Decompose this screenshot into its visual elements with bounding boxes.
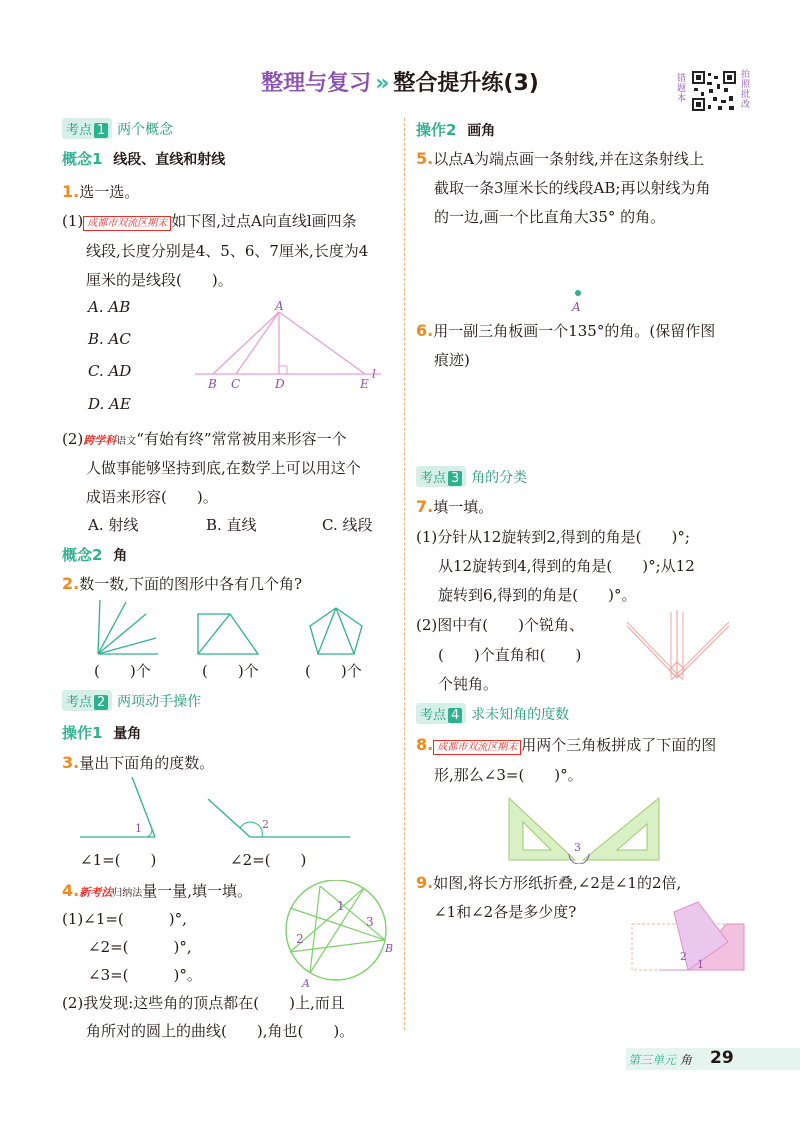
q4-angle2-blank[interactable]: ∠2=( )°, — [88, 938, 192, 956]
q5-line1: 5.以点A为端点画一条射线,并在这条射线上 — [416, 149, 704, 168]
option-b[interactable]: B. AC — [88, 330, 131, 348]
op1-header: 操作1 量角 — [62, 724, 142, 742]
kp4-header: 考点 4 求未知角的度数 — [416, 703, 569, 724]
q1-part2-line2: 人做事能够坚持到底,在数学上可以用这个 — [86, 459, 361, 477]
q2-stem: 2.数一数,下面的图形中各有几个角? — [62, 574, 303, 593]
concept2-header: 概念2 角 — [62, 546, 128, 564]
q5-line2: 截取一条3厘米长的线段AB;再以射线为角 — [434, 179, 711, 197]
kp3-header: 考点 3 角的分类 — [416, 466, 527, 487]
q7-part2-line2: ( )个直角和( ) — [438, 646, 582, 664]
q7-stem: 7.填一填。 — [416, 497, 494, 516]
angle1-answer[interactable]: ∠1=( ) — [80, 851, 157, 869]
point-a-dot[interactable] — [575, 290, 581, 296]
svg-text:1: 1 — [135, 822, 142, 835]
svg-text:1: 1 — [337, 899, 345, 913]
option-a[interactable]: A. 射线 — [88, 516, 139, 534]
answer-blank[interactable]: ( )个 — [94, 662, 151, 680]
count-angles-figures — [90, 600, 380, 660]
svg-text:3: 3 — [574, 841, 581, 854]
q4-part2-line2: 角所对的圆上的曲线( ),角也( )。 — [86, 1022, 355, 1040]
svg-text:2: 2 — [680, 950, 687, 963]
column-divider — [404, 118, 405, 1030]
page-number: 29 — [710, 1048, 734, 1068]
svg-text:C: C — [231, 377, 241, 391]
q1-part2-line1: (2)跨学科语文“有始有终”常常被用来形容一个 — [62, 430, 347, 448]
q7-part1-line3: 旋转到6,得到的角是( )°。 — [438, 586, 637, 604]
q3-stem: 3.量出下面角的度数。 — [62, 753, 215, 772]
q6-line2: 痕迹) — [434, 351, 470, 369]
svg-text:2: 2 — [262, 818, 269, 831]
q4-angle3-blank[interactable]: ∠3=( )°。 — [88, 966, 202, 984]
q4-part2-line1: (2)我发现:这些角的顶点都在( )上,而且 — [62, 994, 345, 1012]
triangle-rulers-figure — [505, 796, 665, 864]
source-tag: 成都市双流区期末 — [433, 740, 521, 755]
q8-line1: 8. 成都市双流区期末 用两个三角板拼成了下面的图 — [416, 735, 717, 754]
svg-text:3: 3 — [366, 915, 374, 929]
line-segments-figure — [195, 298, 395, 393]
option-d[interactable]: D. AE — [88, 395, 131, 413]
concept1-header: 概念1 线段、直线和射线 — [62, 150, 226, 168]
right-angle-figure — [625, 608, 730, 684]
kp1-header: 考点 1 两个概念 — [62, 118, 173, 139]
folded-paper-figure — [630, 898, 748, 974]
q6-line1: 6.用一副三角板画一个135°的角。(保留作图 — [416, 321, 716, 340]
q7-part2-line1: (2)图中有( )个锐角、 — [416, 616, 584, 634]
point-a-label: A — [572, 300, 581, 314]
q5-line3: 的一边,画一个比直角大35° 的角。 — [434, 208, 666, 226]
q7-part1-line1: (1)分针从12旋转到2,得到的角是( )°; — [416, 528, 690, 546]
kp2-header: 考点 2 两项动手操作 — [62, 690, 201, 711]
page-title: 整理与复习 » 整合提升练(3) — [261, 71, 539, 96]
svg-text:B: B — [385, 942, 394, 955]
answer-blank[interactable]: ( )个 — [305, 662, 362, 680]
op2-header: 操作2 画角 — [416, 121, 496, 139]
svg-text:D: D — [275, 377, 285, 391]
answer-blank[interactable]: ( )个 — [202, 662, 259, 680]
option-c[interactable]: C. 线段 — [322, 516, 373, 534]
circle-angles-figure — [282, 880, 397, 990]
q1-stem: 1.选一选。 — [62, 182, 140, 201]
svg-text:A: A — [302, 977, 310, 990]
svg-text:l: l — [372, 367, 376, 381]
svg-text:A: A — [275, 299, 284, 313]
measure-angles-figure — [80, 775, 355, 845]
q4-stem: 4.新考法归纳法量一量,填一填。 — [62, 881, 252, 900]
svg-text:1: 1 — [697, 958, 704, 971]
svg-text:E: E — [360, 377, 369, 391]
q1-part2-line3: 成语来形容( )。 — [86, 488, 218, 506]
chevron-right-icon: » — [375, 71, 390, 96]
q1-part1-line3: 厘米的是线段( )。 — [86, 271, 233, 289]
page-footer: 第三单元 角 29 — [626, 1048, 800, 1070]
q1-part1-line1: (1) 成都市双流区期末 如下图,过点A向直线l画四条 — [62, 212, 357, 230]
option-a[interactable]: A. AB — [88, 298, 131, 316]
q1-part1-line2: 线段,长度分别是4、5、6、7厘米,长度为4 — [86, 242, 369, 260]
q7-part1-line2: 从12旋转到4,得到的角是( )°;从12 — [438, 557, 695, 575]
q8-line2: 形,那么∠3=( )°。 — [434, 766, 583, 784]
qr-code-block[interactable]: 错题本 拍照批改 — [677, 70, 751, 110]
source-tag: 成都市双流区期末 — [83, 216, 171, 231]
qr-code-icon[interactable] — [691, 70, 737, 112]
q9-line1: 9.如图,将长方形纸折叠,∠2是∠1的2倍, — [416, 873, 682, 892]
svg-text:2: 2 — [296, 932, 304, 946]
q9-line2: ∠1和∠2各是多少度? — [434, 903, 577, 921]
q4-angle1-blank[interactable]: (1)∠1=( )°, — [62, 910, 187, 928]
angle2-answer[interactable]: ∠2=( ) — [230, 851, 307, 869]
option-b[interactable]: B. 直线 — [206, 516, 257, 534]
option-c[interactable]: C. AD — [88, 362, 132, 380]
svg-text:B: B — [208, 377, 217, 391]
q7-part2-line3: 个钝角。 — [438, 675, 499, 693]
